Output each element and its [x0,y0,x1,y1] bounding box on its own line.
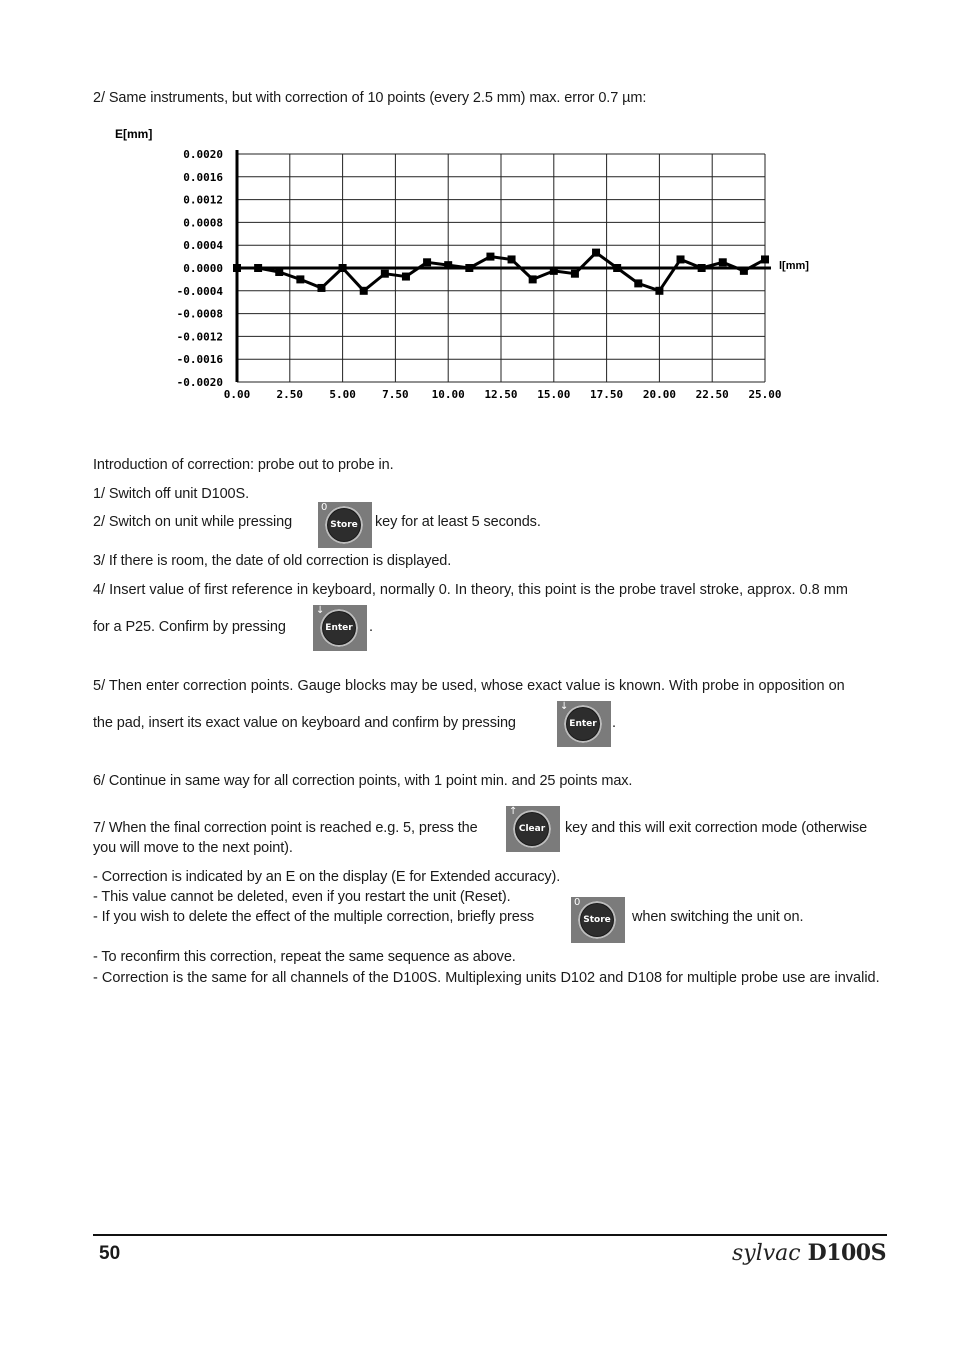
x-axis-label: l[mm] [779,260,809,272]
x-tick-label: 2.50 [276,388,304,401]
step-4-period: . [369,619,373,635]
enter-key-2 [557,701,611,747]
store-key [318,502,372,548]
data-point [486,253,494,261]
step-7-suffix: key and this will exit correction mode (otherwise [565,820,868,836]
y-axis-label: E[mm] [115,127,153,141]
x-tick-label: 22.50 [695,388,729,401]
store-key-zero: 0 [321,502,328,513]
step-2-suffix: key for at least 5 seconds. [375,514,541,530]
y-tick-label: 0.0012 [183,193,223,207]
data-point [254,264,262,272]
y-tick-label: -0.0016 [176,353,223,367]
store-key-label: Store [325,506,363,544]
note-3-suffix: when switching the unit on. [632,909,804,925]
clear-key [506,806,560,852]
data-point [698,264,706,272]
data-point [465,264,473,272]
data-point [677,255,685,263]
step-2-text: 2/ Switch on unit while pressing [93,514,293,530]
x-tick-label: 0.00 [223,388,251,401]
data-point [275,268,283,276]
data-point [740,267,748,275]
y-tick-label: -0.0004 [176,284,223,298]
note-5: - Correction is the same for all channels of the D100S. Multiplexing units D102 and D108 for multiple probe use are invalid. [93,970,880,986]
store-key-2-zero: 0 [574,897,581,908]
x-tick-label: 25.00 [748,388,782,401]
data-point [592,249,600,257]
data-point [529,275,537,283]
data-point [381,270,389,278]
enter-key-arrow: ↓ [316,605,325,616]
step-5-period: . [612,715,616,731]
page-number: 50 [99,1243,121,1264]
step-7-line-2: you will move to the next point). [93,840,293,856]
y-tick-label: -0.0020 [176,376,223,389]
y-tick-label: 0.0008 [183,216,223,230]
data-point [402,273,410,281]
data-point [444,261,452,269]
data-point [550,267,558,275]
data-point [761,255,769,263]
footer-rule [93,1234,887,1236]
enter-key [313,605,367,651]
y-tick-label: 0.0016 [183,170,223,184]
x-tick-label: 7.50 [382,388,409,401]
step-5-line-1: 5/ Then enter correction points. Gauge blocks may be used, whose exact value is known. With probe in opposition on [93,678,845,694]
data-point [571,270,579,278]
y-tick-label: 0.0020 [183,148,223,161]
step-5-line-2: the pad, insert its exact value on keyboard and confirm by pressing [93,715,516,731]
note-4: - To reconfirm this correction, repeat the same sequence as above. [93,949,516,965]
data-point [508,255,516,263]
clear-key-label: Clear [513,810,551,848]
data-point [719,258,727,266]
step-3: 3/ If there is room, the date of old correction is displayed. [93,553,452,569]
step-6: 6/ Continue in same way for all correction points, with 1 point min. and 25 points max. [93,773,633,789]
step-1: 1/ Switch off unit D100S. [93,486,250,502]
data-point [317,284,325,292]
data-point [634,279,642,287]
correction-intro: Introduction of correction: probe out to probe in. [93,457,394,473]
step-4-line-1: 4/ Insert value of first reference in keyboard, normally 0. In theory, this point is the probe travel stroke, approx. 0.8 mm [93,582,848,598]
note-2: - This value cannot be deleted, even if you restart the unit (Reset). [93,889,511,905]
data-point [296,275,304,283]
x-tick-label: 15.00 [537,388,571,401]
enter-key-label: Enter [320,609,358,647]
data-point [360,287,368,295]
step-7-text: 7/ When the final correction point is reached e.g. 5, press the [93,820,478,836]
error-chart [110,120,830,410]
chart-intro-line: 2/ Same instruments, but with correction of 10 points (every 2.5 mm) max. error 0.7 µm: [93,90,647,106]
data-point [655,287,663,295]
y-tick-label: 0.0004 [183,239,223,253]
store-key-2-label: Store [578,901,616,939]
store-key-2 [571,897,625,943]
enter-key-2-label: Enter [564,705,602,743]
note-1: - Correction is indicated by an E on the display (E for Extended accuracy). [93,869,561,885]
enter-key-2-arrow: ↓ [560,701,569,712]
data-point [233,264,241,272]
x-tick-label: 17.50 [590,388,624,401]
x-tick-label: 10.00 [431,388,465,401]
data-point [613,264,621,272]
y-tick-label: -0.0012 [176,330,223,344]
clear-key-arrow: ↑ [509,806,518,817]
brand-model: D100S [807,1240,886,1266]
data-point [339,264,347,272]
note-3-text: - If you wish to delete the effect of the multiple correction, briefly press [93,909,535,925]
x-tick-label: 12.50 [484,388,518,401]
x-tick-label: 5.00 [329,388,356,401]
y-tick-label: 0.0000 [183,262,223,275]
brand-logo [732,1240,886,1266]
step-4-line-2: for a P25. Confirm by pressing [93,619,286,635]
brand-name: sylvac [731,1241,801,1266]
y-tick-label: -0.0008 [176,307,223,321]
data-point [423,258,431,266]
x-tick-label: 20.00 [642,388,676,401]
